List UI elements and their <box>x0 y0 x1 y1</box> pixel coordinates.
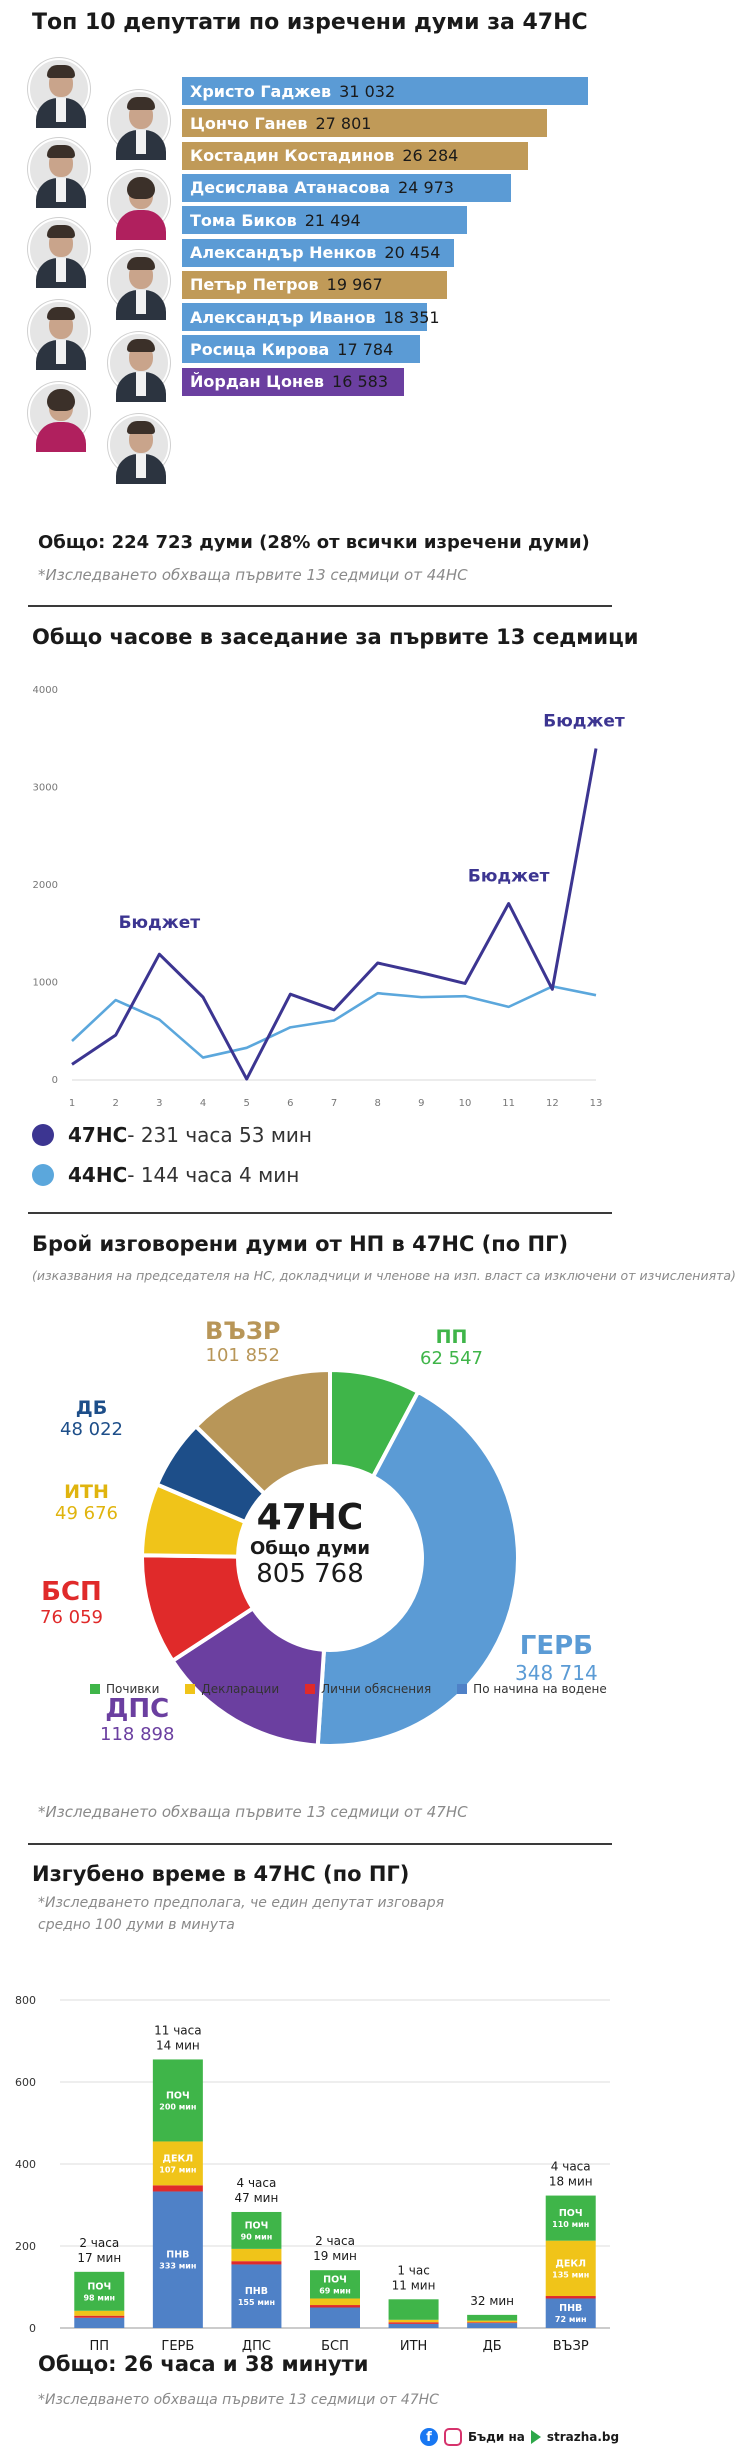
segment-БСП <box>310 2308 360 2329</box>
segment-БСП <box>310 2298 360 2305</box>
section4-subtitle: *Изследването предполага, че един депутат изговаря <box>38 1895 445 1911</box>
segment-value: 110 мин <box>552 2220 590 2230</box>
segment-ПП <box>74 2316 124 2318</box>
annotation-budget: Бюджет <box>543 711 625 732</box>
total-label: 2 часа <box>79 2235 120 2250</box>
deputy-photo-1 <box>28 58 90 120</box>
y-tick-label: 0 <box>29 2322 36 2335</box>
x-tick-label: 10 <box>458 1098 472 1109</box>
bar-deputy-2 <box>182 109 547 137</box>
bar-label: Йордан Цонев <box>190 372 325 392</box>
legend-item-dekl <box>185 1682 279 1696</box>
bar-label: Цончо Ганев <box>190 113 308 133</box>
pie-label-vazr <box>205 1318 280 1366</box>
segment-ПП <box>74 2318 124 2328</box>
segment-ДПС <box>231 2261 281 2264</box>
segment-ИТН <box>389 2322 439 2324</box>
pie-label-db-name: ДБ <box>75 1397 108 1419</box>
legend-item-lichni <box>305 1682 431 1696</box>
y-tick-label: 800 <box>15 1994 36 2007</box>
pie-label-bsp-value: 76 059 <box>40 1606 103 1628</box>
segment-label: ПОЧ <box>165 2090 190 2102</box>
x-tick-label: 11 <box>502 1098 516 1109</box>
bar-value: 24 973 <box>398 178 454 198</box>
segment-label: ПОЧ <box>558 2208 583 2220</box>
total-label: 4 часа <box>550 2159 591 2174</box>
segment-ДБ <box>467 2323 517 2328</box>
bar-deputy-7 <box>182 271 447 299</box>
y-tick-label: 4000 <box>32 685 58 696</box>
total-label: 19 мин <box>313 2249 357 2264</box>
divider-2 <box>28 1212 612 1214</box>
segment-label: ПНВ <box>244 2286 269 2298</box>
x-tick-label: 8 <box>374 1098 381 1109</box>
segment-label: ДЕКЛ <box>162 2153 194 2165</box>
segment-ГЕРБ <box>153 2185 203 2191</box>
bar-label: Росица Кирова <box>190 339 330 359</box>
total-label: 11 мин <box>391 2278 436 2293</box>
section1-total: Общо: 224 723 думи (28% от всички изречени думи) <box>38 532 590 553</box>
y-tick-label: 0 <box>51 1075 58 1086</box>
pie-label-bsp-name: БСП <box>41 1577 102 1607</box>
section4-note: *Изследването обхваща първите 13 седмици от 47НС <box>38 2392 439 2408</box>
y-tick-label: 600 <box>15 2076 36 2089</box>
x-tick-label: 4 <box>199 1098 207 1109</box>
pie-label-pp-name: ПП <box>435 1326 468 1348</box>
bar-value: 17 784 <box>337 339 394 359</box>
segment-value: 200 мин <box>159 2102 197 2112</box>
bar-value: 26 284 <box>402 146 459 166</box>
bar-value: 16 583 <box>332 372 389 392</box>
total-label: 47 мин <box>234 2190 279 2205</box>
pie-label-db-value: 48 022 <box>60 1418 123 1440</box>
footer-site[interactable]: strazha.bg <box>546 2430 620 2444</box>
segment-ИТН <box>389 2324 439 2328</box>
annotation-budget: Бюджет <box>118 913 201 934</box>
bar-deputy-10 <box>182 368 404 396</box>
pie-label-gerb <box>515 1632 598 1685</box>
section4-total: Общо: 26 часа и 38 минути <box>38 2352 369 2376</box>
footer-brand <box>420 2428 619 2446</box>
section1-note: *Изследването обхваща първите 13 седмици от 44НС <box>38 566 468 584</box>
pie-label-gerb-value: 348 714 <box>515 1660 598 1685</box>
category-label: БСП <box>321 2339 349 2354</box>
segment-value: 69 мин <box>319 2286 351 2296</box>
section1-title: Топ 10 депутати по изречени думи за 47НС <box>32 10 588 35</box>
y-tick-label: 2000 <box>32 880 58 891</box>
legend-44ns-value: - 144 часа 4 мин <box>127 1163 300 1187</box>
bar-deputy-4 <box>182 174 511 202</box>
bar-value: 21 494 <box>304 210 361 230</box>
total-label: 18 мин <box>548 2174 593 2189</box>
pie-label-itn <box>55 1482 118 1525</box>
legend-lichni-label: Лични обяснения <box>321 1682 432 1696</box>
deputy-photo-3 <box>28 138 90 200</box>
x-tick-label: 7 <box>330 1098 338 1109</box>
legend-44ns-name: 44НС <box>68 1163 128 1187</box>
pie-label-bsp <box>40 1578 103 1629</box>
deputy-photo-10 <box>108 414 170 476</box>
bar-label: Александър Иванов <box>190 307 376 327</box>
legend-pnv-label: По начина на водене <box>473 1682 607 1696</box>
footer-brand-text: Бъди на <box>468 2430 525 2444</box>
hours-line-chart <box>0 660 640 1120</box>
segment-value: 135 мин <box>552 2270 590 2280</box>
arrow-logo-icon <box>531 2430 541 2444</box>
legend-47ns-dot <box>32 1124 54 1146</box>
legend-item-pnv <box>457 1682 607 1696</box>
legend-44ns <box>32 1163 299 1187</box>
total-label: 11 часа <box>154 2023 202 2038</box>
bar-deputy-3 <box>182 142 528 170</box>
category-label: ГЕРБ <box>161 2339 195 2354</box>
legend-poch-label: Почивки <box>106 1682 160 1696</box>
y-tick-label: 3000 <box>32 782 58 794</box>
donut-center-sub: Общо думи <box>250 1537 370 1559</box>
bar-deputy-8 <box>182 303 440 331</box>
category-label: ПП <box>89 2339 110 2354</box>
bar-value: 27 801 <box>315 113 372 133</box>
pie-label-itn-name: ИТН <box>64 1481 109 1503</box>
segment-ДБ <box>467 2321 517 2323</box>
segment-value: 155 мин <box>237 2298 276 2308</box>
segment-value: 333 мин <box>159 2261 197 2271</box>
segment-ДПС <box>231 2249 281 2261</box>
section3-title: Брой изговорени думи от НП в 47НС (по ПГ) <box>32 1232 569 1256</box>
segment-БСП <box>310 2305 360 2307</box>
legend-47ns-value: - 231 часа 53 мин <box>127 1123 313 1147</box>
pie-label-db <box>60 1398 123 1441</box>
segment-label: ПОЧ <box>323 2274 347 2286</box>
bar-value: 19 967 <box>326 275 383 295</box>
total-label: 17 мин <box>77 2250 122 2265</box>
deputy-photo-4 <box>108 170 170 232</box>
bar-label: Тома Биков <box>190 210 297 230</box>
pie-label-gerb-name: ГЕРБ <box>519 1631 593 1661</box>
bar-deputy-6 <box>182 239 454 267</box>
segment-label: ПОЧ <box>87 2281 112 2293</box>
y-tick-label: 1000 <box>32 977 58 989</box>
bar-deputy-5 <box>182 206 467 234</box>
stacked-legend <box>90 1682 607 1696</box>
segment-value: 72 мин <box>554 2315 587 2325</box>
category-label: ВЪЗР <box>552 2339 589 2354</box>
bar-label: Христо Гаджев <box>190 81 332 101</box>
legend-item-poch <box>90 1682 159 1696</box>
total-label: 2 часа <box>315 2234 355 2249</box>
section4-subtitle2: средно 100 думи в минута <box>38 1917 235 1933</box>
section2-title: Общо часове в заседание за първите 13 седмици <box>32 625 639 649</box>
deputy-photo-7 <box>28 300 90 362</box>
segment-value: 107 мин <box>159 2165 197 2175</box>
section3-subtitle: (изказвания на председателя на НС, докладчици и членове на изп. власт са изключени от изчисленията) <box>32 1268 736 1283</box>
bar-value: 31 032 <box>339 81 396 101</box>
x-tick-label: 3 <box>156 1098 163 1109</box>
series-line-44НС <box>72 986 596 1057</box>
bar-value: 18 351 <box>383 307 440 327</box>
deputy-photo-9 <box>28 382 90 444</box>
pie-label-dps-value: 118 898 <box>100 1723 175 1745</box>
pie-label-vazr-name: ВЪЗР <box>205 1317 281 1345</box>
bar-label: Десислава Атанасова <box>190 178 390 198</box>
legend-44ns-dot <box>32 1164 54 1186</box>
total-label: 14 мин <box>155 2038 200 2053</box>
deputy-photo-8 <box>108 332 170 394</box>
x-tick-label: 6 <box>287 1098 294 1109</box>
x-tick-label: 2 <box>112 1098 119 1109</box>
pie-label-vazr-value: 101 852 <box>205 1344 280 1366</box>
segment-label: ПНВ <box>559 2303 583 2315</box>
section4-title: Изгубено време в 47НС (по ПГ) <box>32 1862 410 1886</box>
bar-label: Петър Петров <box>190 275 319 295</box>
donut-center-title: 47НС <box>256 1497 364 1538</box>
deputy-photo-6 <box>108 250 170 312</box>
segment-ИТН <box>389 2299 439 2320</box>
segment-label: ДЕКЛ <box>555 2258 587 2270</box>
pie-label-pp-value: 62 547 <box>420 1347 483 1369</box>
pie-label-pp <box>420 1327 483 1370</box>
x-tick-label: 13 <box>589 1098 603 1109</box>
total-label: 1 час <box>397 2263 430 2278</box>
legend-47ns <box>32 1123 312 1147</box>
y-tick-label: 200 <box>15 2240 36 2253</box>
pie-label-itn-value: 49 676 <box>55 1502 118 1524</box>
bar-deputy-1 <box>182 77 588 105</box>
donut-center-total: 805 768 <box>256 1558 364 1589</box>
instagram-icon[interactable] <box>444 2428 462 2446</box>
x-tick-label: 1 <box>68 1098 76 1109</box>
total-label: 32 мин <box>470 2293 515 2308</box>
segment-ПП <box>74 2311 124 2316</box>
annotation-budget: Бюджет <box>467 866 550 887</box>
category-label: ИТН <box>399 2339 428 2354</box>
deputy-photo-5 <box>28 218 90 280</box>
legend-47ns-name: 47НС <box>68 1123 128 1147</box>
bar-label: Костадин Костадинов <box>190 146 395 166</box>
donut-center <box>230 1498 390 1589</box>
deputy-photo-2 <box>108 90 170 152</box>
x-tick-label: 12 <box>545 1098 559 1109</box>
legend-dekl-label: Декларации <box>201 1682 280 1696</box>
bar-value: 20 454 <box>384 243 441 262</box>
segment-label: ПНВ <box>166 2249 190 2261</box>
category-label: ДПС <box>241 2339 271 2354</box>
segment-label: ПОЧ <box>244 2220 269 2232</box>
segment-ДБ <box>467 2322 517 2323</box>
lost-time-stacked-chart <box>0 1700 640 2354</box>
segment-value: 98 мин <box>83 2293 116 2303</box>
pie-label-dps-name: ДПС <box>105 1694 170 1724</box>
segment-ДБ <box>467 2315 517 2321</box>
bar-deputy-9 <box>182 335 420 363</box>
facebook-icon[interactable]: f <box>420 2428 438 2446</box>
bar-label: Александър Ненков <box>190 243 377 262</box>
segment-ВЪЗР <box>546 2296 596 2298</box>
section3-note: *Изследването обхваща първите 13 седмици от 47НС <box>38 1803 468 1821</box>
segment-value: 90 мин <box>240 2232 273 2242</box>
segment-ИТН <box>389 2320 439 2322</box>
x-tick-label: 9 <box>418 1098 425 1109</box>
y-tick-label: 400 <box>15 2158 36 2171</box>
total-label: 4 часа <box>236 2175 277 2190</box>
divider-1 <box>28 605 612 607</box>
x-tick-label: 5 <box>243 1098 250 1109</box>
category-label: ДБ <box>482 2339 502 2354</box>
